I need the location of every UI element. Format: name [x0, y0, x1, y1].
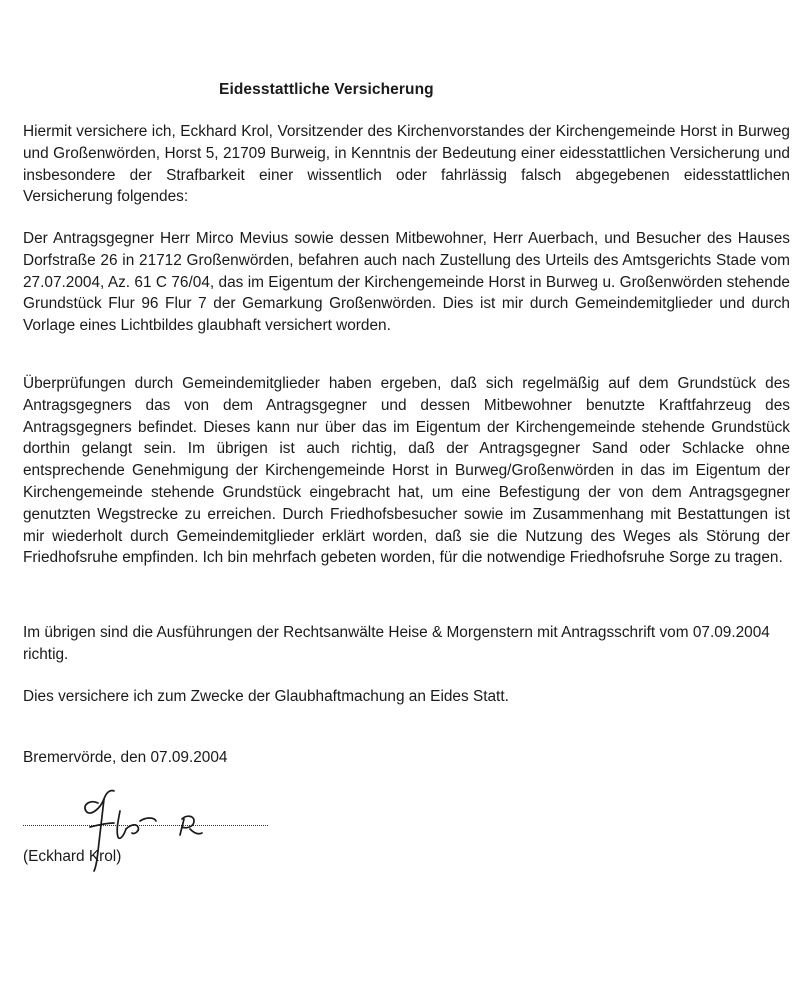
- signer-name: (Eckhard Krol): [23, 848, 122, 865]
- statement-paragraph-1: Der Antragsgegner Herr Mirco Mevius sowie dessen Mitbewohner, Herr Auerbach, und Besucher des Hauses Dorfstraße 26 in 21712 Großenwörden, befahren auch nach Zustellung des Urteils des Amtsgerichts Stade vom 27.07.2004, Az. 61 C 76/04, das im Eigentum der Kirchengemeinde Horst in Burweg u. Großenwörden stehende Grundstück Flur 96 Flur 7 der Gemarkung Großenwörden. Dies ist mir durch Gemeindemitglieder und durch Vorlage eines Lichtbildes glaubhaft versichert worden.: [23, 230, 790, 335]
- intro-paragraph: Hiermit versichere ich, Eckhard Krol, Vorsitzender des Kirchenvorstandes der Kirchengemeinde Horst in Burweg und Großenwörden, Horst 5, 21709 Burweig, in Kenntnis der Bedeutung einer eidesstattlichen Versicherung und insbesondere der Strafbarkeit einer wissentlich oder fahrlässig falsch abgegebenen eidesstattlichen Versicherung folgendes:: [23, 123, 790, 206]
- document-title: Eidesstattliche Versicherung: [219, 81, 434, 98]
- statement-paragraph-3: Im übrigen sind die Ausführungen der Rechtsanwälte Heise & Morgenstern mit Antragsschrift vom 07.09.2004 richtig.: [23, 624, 770, 663]
- place-and-date: Bremervörde, den 07.09.2004: [23, 749, 228, 766]
- affirmation-paragraph: Dies versichere ich zum Zwecke der Glaubhaftmachung an Eides Statt.: [23, 688, 509, 705]
- statement-paragraph-2: Überprüfungen durch Gemeindemitglieder haben ergeben, daß sich regelmäßig auf dem Grundstück des Antragsgegners das von dem Antragsgegner und dessen Mitbewohner benutzte Kraftfahrzeug des Antragsgegners befindet. Dieses kann nur über das im Eigentum der Kirchengemeinde stehende Grundstück dorthin gelangt sein. Im übrigen ist auch richtig, daß der Antragsgegner Sand oder Schlacke ohne entsprechende Genehmigung der Kirchengemeinde Horst in Burweg/Großenwörden in das im Eigentum der Kirchengemeinde stehende Grundstück eingebracht hat, um eine Befestigung der von dem Antragsgegner genutzten Wegstrecke zu erreichen. Durch Friedhofsbesucher sowie im Zusammenhang mit Bestattungen ist mir wiederholt durch Gemeindemitglieder erklärt worden, daß sie die Nutzung des Weges als Störung der Friedhofsruhe empfinden. Ich bin mehrfach gebeten worden, für die notwendige Friedhofsruhe Sorge zu tragen.: [23, 375, 790, 567]
